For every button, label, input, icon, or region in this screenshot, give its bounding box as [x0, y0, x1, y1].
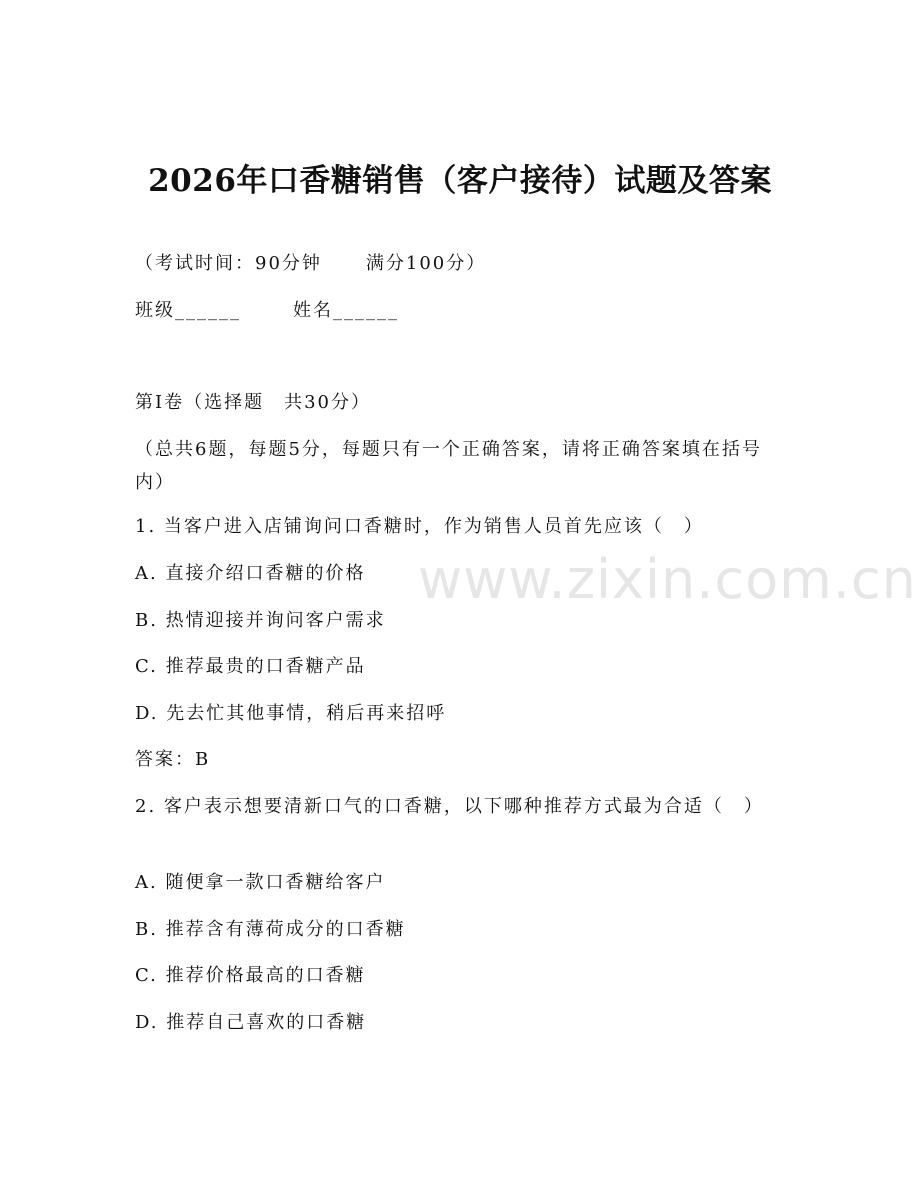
question-2-option-a: A. 随便拿一款口香糖给客户 [135, 872, 386, 893]
document-title: 2026年口香糖销售（客户接待）试题及答案 [148, 163, 772, 199]
question-1-stem: 1. 当客户进入店铺询问口香糖时，作为销售人员首先应该（ ） [135, 516, 704, 537]
question-1-option-b: B. 热情迎接并询问客户需求 [135, 610, 386, 631]
question-1-answer: 答案：B [135, 749, 211, 770]
exam-full-score: 满分100分） [365, 253, 487, 274]
watermark: www.zixin.com.cn [418, 548, 917, 611]
question-2-option-b: B. 推荐含有薄荷成分的口香糖 [135, 919, 406, 940]
student-fields [135, 299, 399, 323]
name-field-label: 姓名______ [293, 300, 399, 321]
exam-info [135, 252, 486, 276]
question-2-option-c: C. 推荐价格最高的口香糖 [135, 965, 366, 986]
section-heading: 第I卷（选择题 共30分） [135, 392, 372, 413]
question-1-option-c: C. 推荐最贵的口香糖产品 [135, 656, 366, 677]
question-1-option-a: A. 直接介绍口香糖的价格 [135, 563, 366, 584]
class-field-label: 班级______ [135, 300, 241, 321]
question-2-stem: 2. 客户表示想要清新口气的口香糖，以下哪种推荐方式最为合适（ ） [135, 796, 764, 817]
question-1-option-d: D. 先去忙其他事情，稍后再来招呼 [135, 703, 447, 724]
section-instructions: （总共6题，每题5分，每题只有一个正确答案，请将正确答案填在括号内） [135, 439, 762, 493]
question-2-option-d: D. 推荐自己喜欢的口香糖 [135, 1012, 367, 1033]
exam-time: （考试时间：90分钟 [135, 253, 322, 274]
